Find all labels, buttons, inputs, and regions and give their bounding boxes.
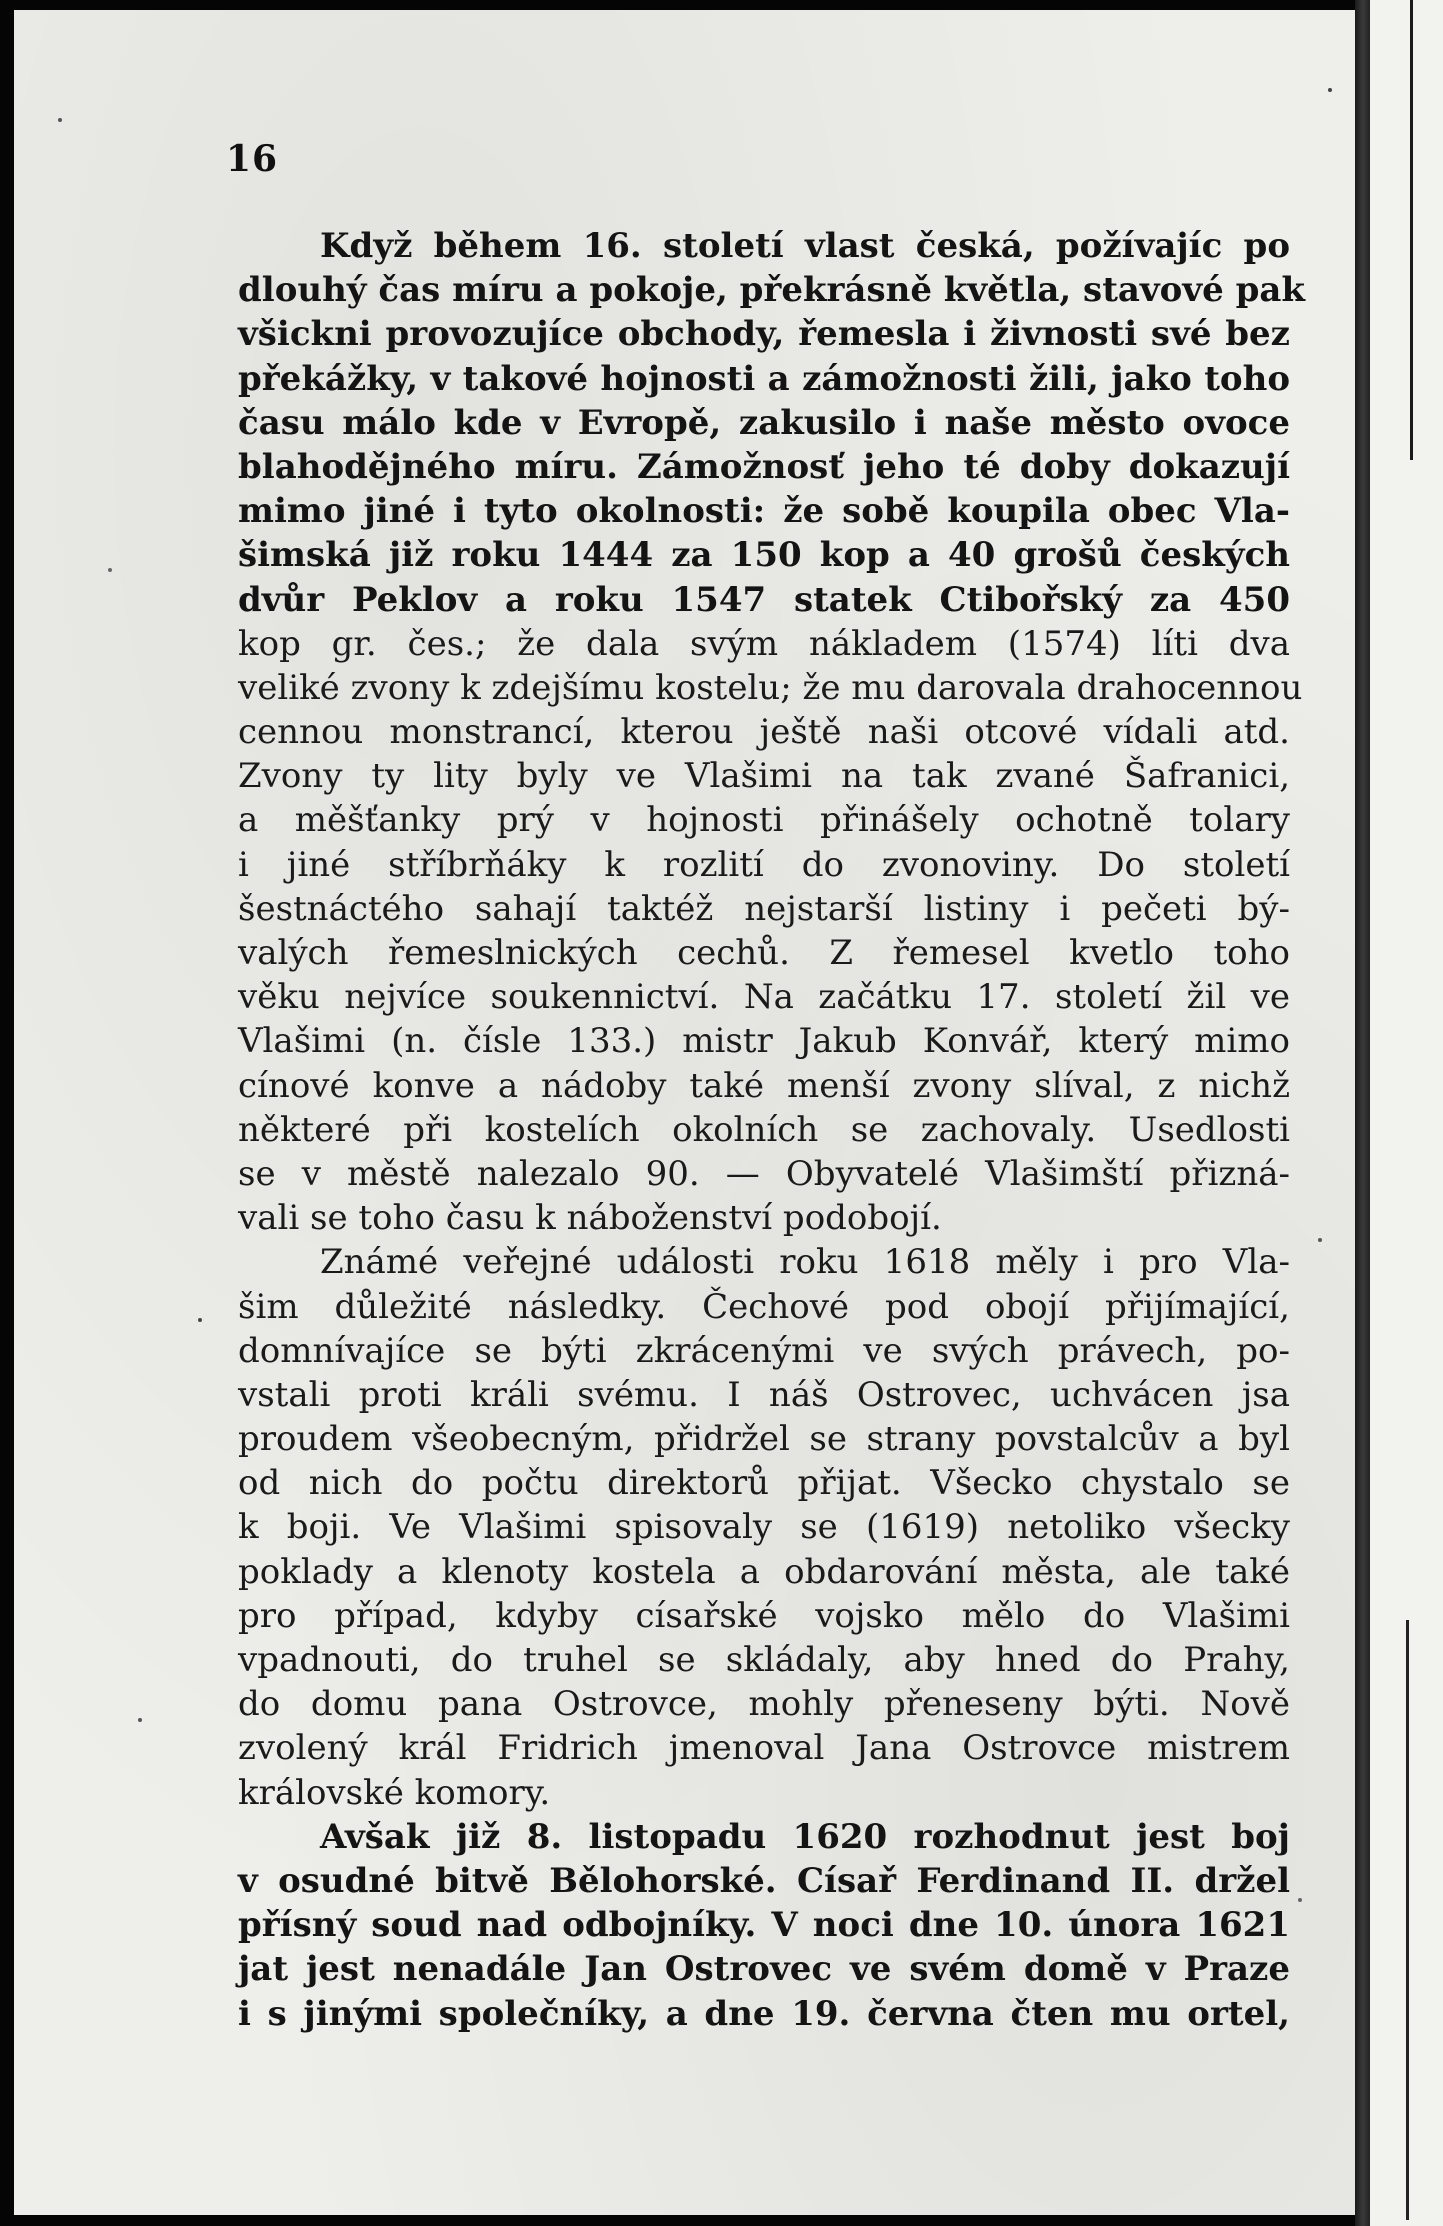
- text-line: přísný soud nad odbojníky. V noci dne 10. února 1621: [238, 1905, 1290, 1946]
- text-line: od nich do počtu direktorů přijat. Všecko chystalo se: [238, 1463, 1290, 1504]
- text-line: dlouhý čas míru a pokoje, překrásně květla, stavové pak: [238, 270, 1305, 311]
- text-line: Vlašimi (n. čísle 133.) mistr Jakub Konvář, který mimo: [238, 1021, 1290, 1062]
- text-line: dvůr Peklov a roku 1547 statek Ctibořský za 450: [238, 579, 1290, 620]
- facing-page-rule-bottom: [1406, 1620, 1409, 2220]
- text-line: v osudné bitvě Bělohorské. Císař Ferdinand II. držel: [238, 1860, 1290, 1901]
- facing-page-edge: [1370, 0, 1443, 2226]
- text-line: Když během 16. století vlast česká, požívajíc po: [320, 226, 1290, 266]
- text-line: vstali proti králi svému. I náš Ostrovec, uchvácen jsa: [238, 1374, 1290, 1415]
- text-line: do domu pana Ostrovce, mohly přeneseny býti. Nově: [238, 1684, 1290, 1725]
- text-line: šim důležité následky. Čechové pod obojí přijímající,: [238, 1286, 1290, 1327]
- text-line: šimská již roku 1444 za 150 kop a 40 grošů českých: [238, 535, 1290, 576]
- text-line: věku nejvíce soukennictví. Na začátku 17. století žil ve: [238, 977, 1290, 1018]
- text-line: k boji. Ve Vlašimi spisovaly se (1619) netoliko všecky: [238, 1507, 1290, 1548]
- text-line: blahodějného míru. Zámožnosť jeho té doby dokazují: [238, 446, 1290, 487]
- text-line: cínové konve a nádoby také menší zvony slíval, z nichž: [238, 1065, 1290, 1106]
- text-line: královské komory.: [238, 1772, 551, 1813]
- page-number: 16: [226, 138, 279, 180]
- text-line: a měšťanky prý v hojnosti přinášely ochotně tolary: [238, 800, 1290, 841]
- text-line: i jiné stříbrňáky k rozlití do zvonoviny. Do století: [238, 844, 1290, 885]
- text-line: času málo kde v Evropě, zakusilo i naše město ovoce: [238, 402, 1290, 443]
- text-line: mimo jiné i tyto okolnosti: že sobě koupila obec Vla-: [238, 491, 1290, 532]
- text-line: jat jest nenadále Jan Ostrovec ve svém domě v Praze: [238, 1949, 1290, 1990]
- text-line: cennou monstrancí, kterou ještě naši otcové vídali atd.: [238, 712, 1290, 753]
- text-line: domnívajíce se býti zkrácenými ve svých právech, po-: [238, 1330, 1290, 1371]
- text-line: některé při kostelích okolních se zachovaly. Usedlosti: [238, 1109, 1290, 1150]
- text-line: zvolený král Fridrich jmenoval Jana Ostrovce mistrem: [238, 1728, 1290, 1769]
- text-line: Zvony ty lity byly ve Vlašimi na tak zvané Šafranici,: [238, 756, 1290, 797]
- text-line: kop gr. čes.; že dala svým nákladem (1574) líti dva: [238, 623, 1290, 664]
- text-line: šestnáctého sahají taktéž nejstarší listiny i pečeti bý-: [238, 888, 1290, 929]
- text-line: překážky, v takové hojnosti a zámožnosti žili, jako toho: [238, 358, 1290, 399]
- text-line: se v městě nalezalo 90. — Obyvatelé Vlašimští přizná-: [238, 1153, 1290, 1194]
- text-line: Avšak již 8. listopadu 1620 rozhodnut jest boj: [320, 1816, 1290, 1857]
- text-line: i s jinými společníky, a dne 19. června čten mu ortel,: [238, 1993, 1290, 2034]
- text-line: vali se toho času k náboženství podobojí.: [238, 1198, 942, 1239]
- text-line: všickni provozujíce obchody, řemesla i živnosti své bez: [238, 314, 1290, 355]
- text-line: valých řemeslnických cechů. Z řemesel kvetlo toho: [238, 933, 1290, 973]
- text-line: veliké zvony k zdejšímu kostelu; že mu darovala drahocennou: [238, 667, 1303, 708]
- facing-page-rule-top: [1410, 0, 1413, 460]
- text-line: vpadnouti, do truhel se skládaly, aby hned do Prahy,: [238, 1640, 1290, 1680]
- text-line: Známé veřejné události roku 1618 měly i pro Vla-: [320, 1242, 1290, 1283]
- text-line: poklady a klenoty kostela a obdarování města, ale také: [238, 1551, 1290, 1592]
- text-line: proudem všeobecným, přidržel se strany povstalcův a byl: [238, 1419, 1290, 1460]
- body-text: [238, 224, 1305, 2036]
- text-line: pro případ, kdyby císařské vojsko mělo do Vlašimi: [238, 1595, 1290, 1636]
